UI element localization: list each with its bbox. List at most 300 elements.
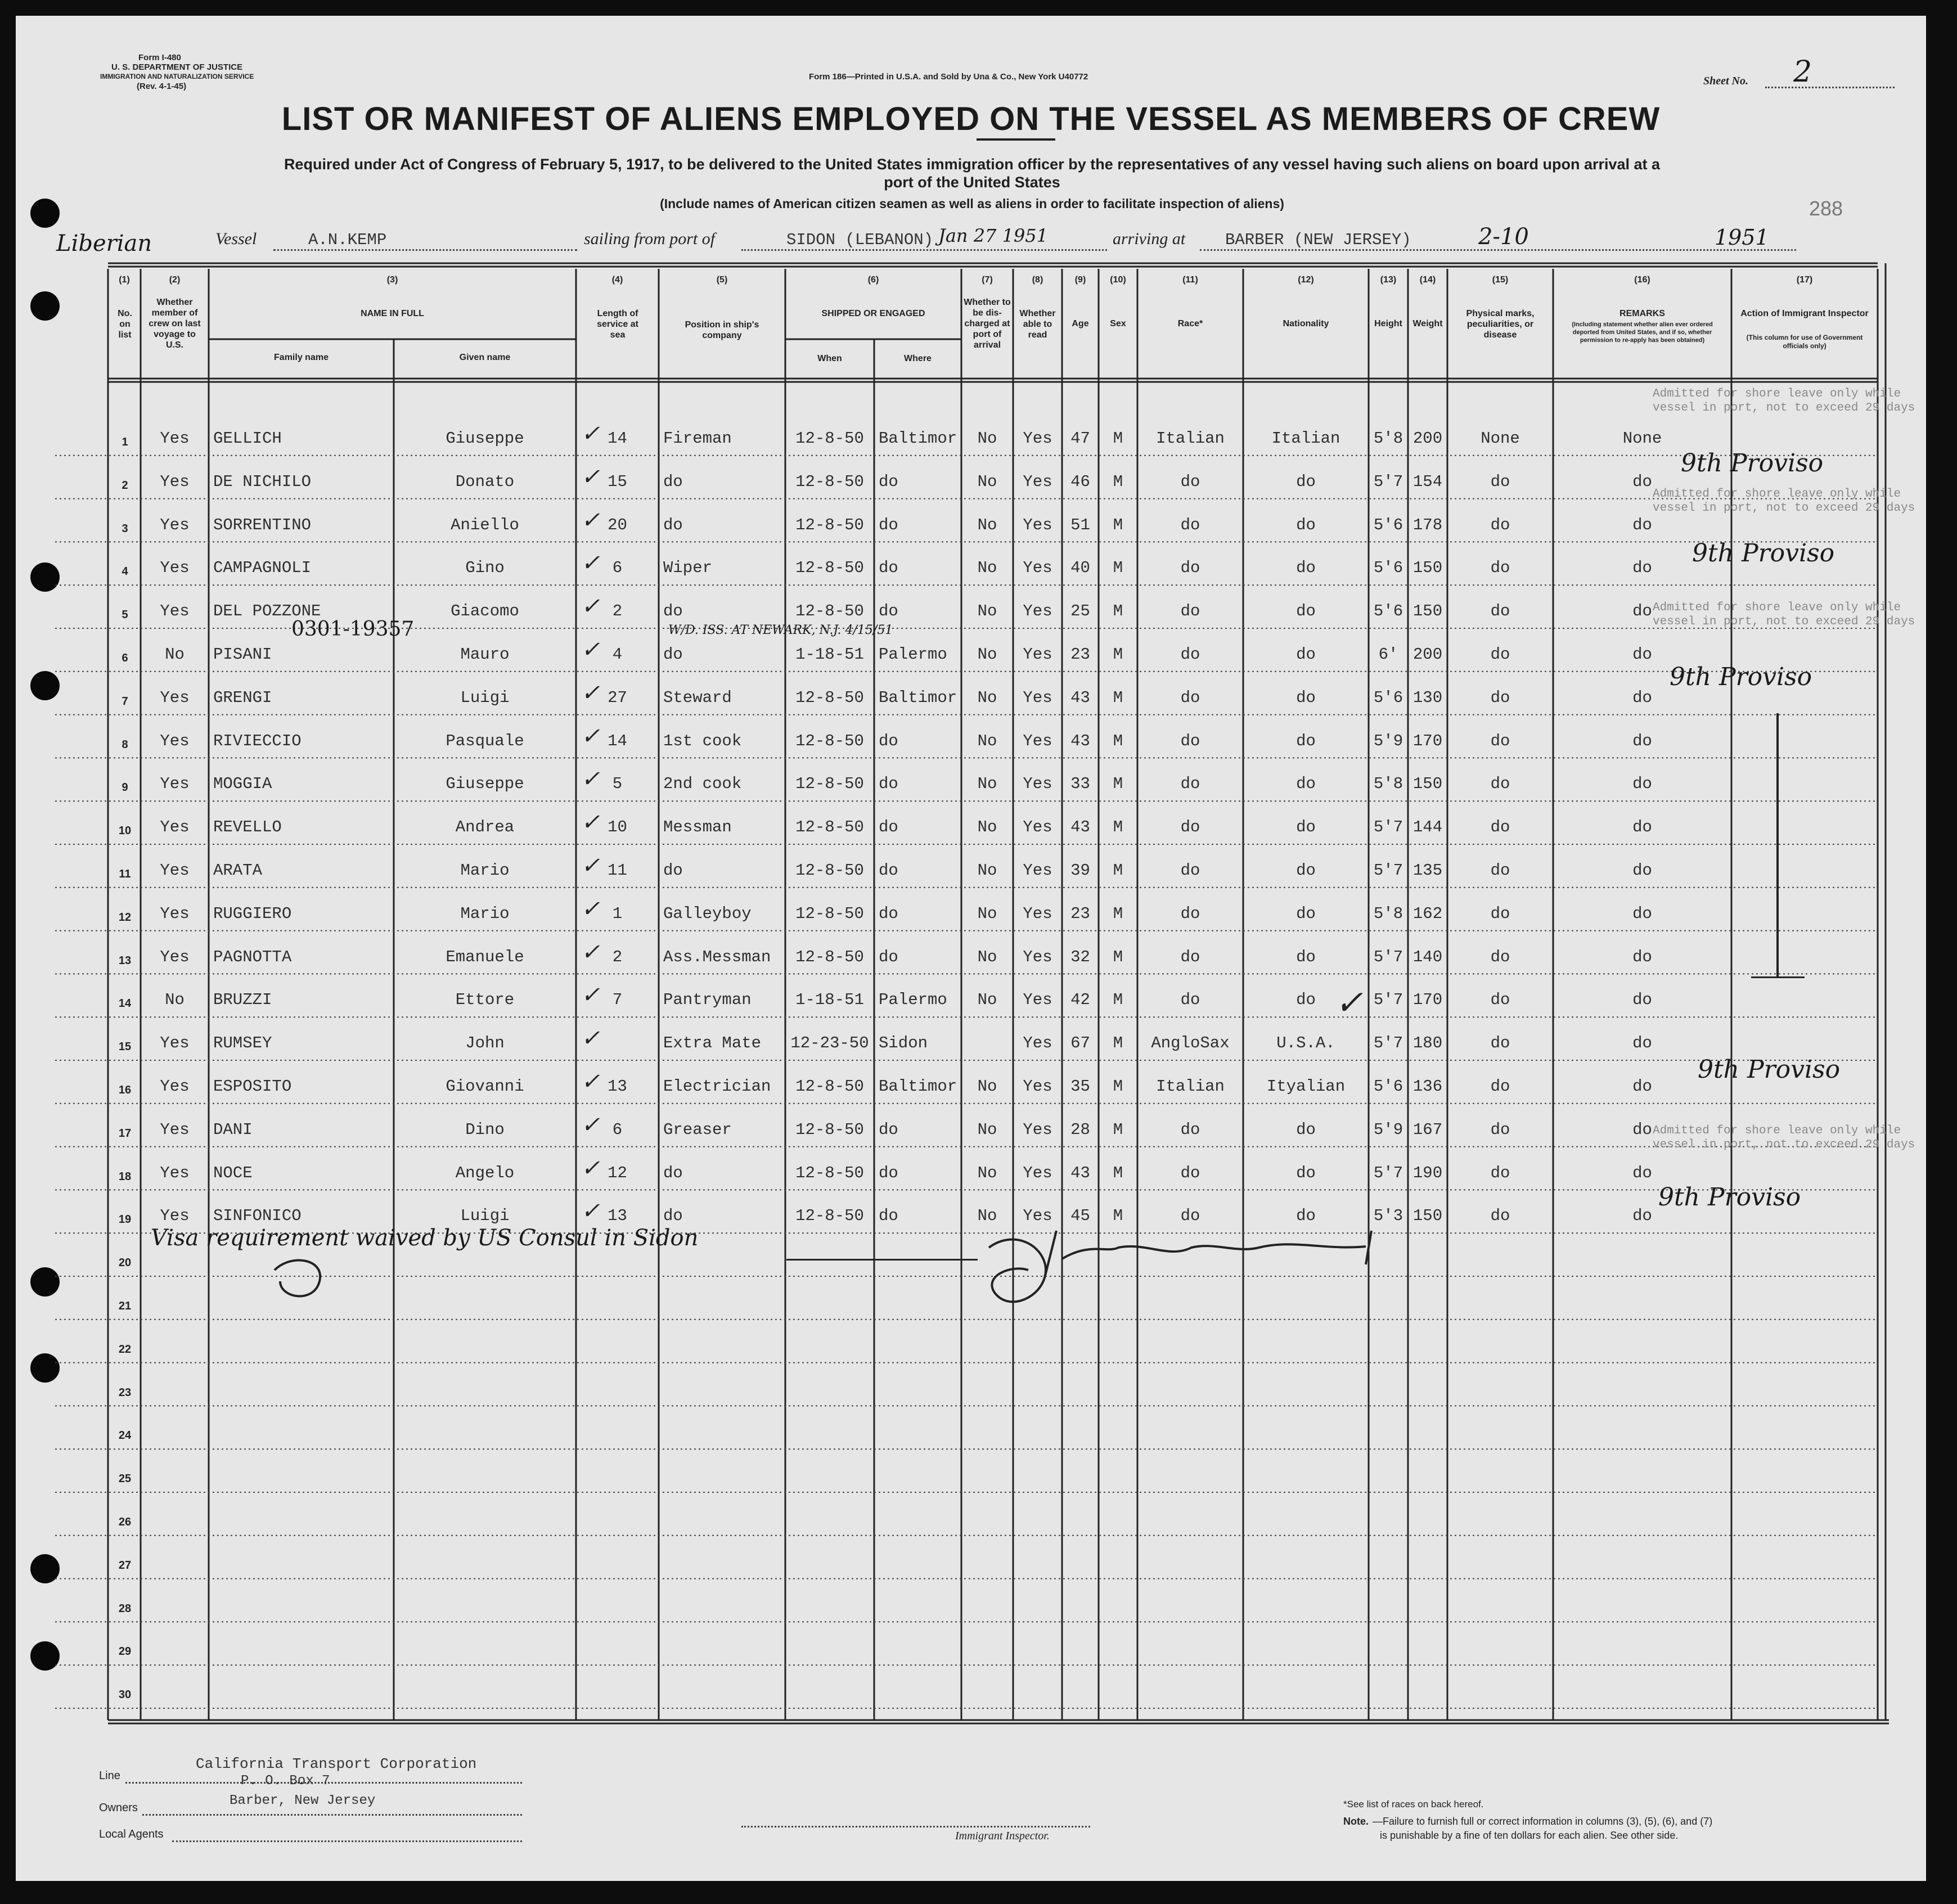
- proviso-note: 9th Proviso: [1670, 663, 1812, 691]
- cell-marks: do: [1490, 1163, 1510, 1182]
- cell-service: 12: [608, 1163, 627, 1182]
- cell-crew: Yes: [160, 559, 190, 578]
- cell-height: 5'7: [1373, 472, 1403, 491]
- cell-age: 32: [1070, 947, 1090, 966]
- cell-age: 35: [1070, 1077, 1090, 1096]
- cell-age: 47: [1070, 429, 1090, 448]
- cell-disch: No: [977, 515, 997, 534]
- cell-height: 5'7: [1373, 861, 1403, 880]
- cell-disch: No: [977, 1120, 997, 1139]
- cell-sex: M: [1113, 991, 1123, 1010]
- cell-height: 5'8: [1373, 904, 1403, 923]
- arriving-label: arriving at: [1113, 229, 1186, 248]
- cell-given: Angelo: [455, 1163, 515, 1182]
- arrival-date: 2-10: [1478, 224, 1529, 250]
- cell-family: BRUZZI: [213, 991, 272, 1010]
- cell-service: 27: [608, 688, 627, 707]
- department: U. S. DEPARTMENT OF JUSTICE: [111, 62, 243, 72]
- cell-disch: No: [977, 1077, 997, 1096]
- cell-race: do: [1180, 818, 1200, 837]
- cell-where: Baltimor: [879, 688, 957, 707]
- cell-remarks: do: [1632, 775, 1652, 794]
- row-number: 26: [118, 1516, 132, 1528]
- cell-weight: 140: [1412, 947, 1443, 966]
- cell-age: 40: [1070, 559, 1090, 578]
- cell-disch: No: [977, 904, 997, 923]
- cell-where: do: [879, 861, 898, 880]
- cell-remarks: do: [1632, 602, 1652, 621]
- subtitle-1: Required under Act of Congress of February 5, 1917, to be delivered to the United States immigration officer by the representatives of any vessel having such aliens on board upon arrival at a: [284, 156, 1661, 173]
- cell-sex: M: [1113, 904, 1123, 923]
- arrival-year: 1951: [1715, 225, 1769, 250]
- row-number: 19: [118, 1213, 132, 1226]
- col11-num: (11): [1182, 275, 1198, 285]
- check-mark: ✓: [581, 550, 600, 577]
- subtitle-2: port of the United States: [884, 174, 1060, 191]
- cell-weight: 154: [1412, 472, 1443, 491]
- cell-crew: Yes: [160, 775, 190, 794]
- cell-race: AngloSax: [1151, 1034, 1230, 1053]
- cell-age: 51: [1070, 515, 1090, 534]
- nationality-check: ✓: [1335, 983, 1364, 1023]
- col13-label: Height: [1374, 319, 1402, 328]
- cell-sex: M: [1113, 947, 1123, 966]
- pisani-file-number: 0301-19357: [291, 618, 415, 641]
- row-number: 25: [118, 1473, 132, 1486]
- cell-service: 14: [608, 429, 627, 448]
- cell-remarks: do: [1632, 1163, 1652, 1182]
- cell-when: 12-8-50: [795, 515, 864, 534]
- cell-crew: Yes: [160, 1207, 190, 1226]
- cell-read: Yes: [1023, 861, 1052, 880]
- col16-label: REMARKS: [1619, 309, 1665, 318]
- row-number: 30: [118, 1689, 132, 1702]
- cell-weight: 150: [1412, 775, 1443, 794]
- cell-remarks: do: [1632, 947, 1652, 966]
- cell-read: Yes: [1023, 472, 1052, 491]
- page-title: LIST OR MANIFEST OF ALIENS EMPLOYED ON THE VESSEL AS MEMBERS OF CREW: [281, 101, 1661, 137]
- cell-age: 25: [1070, 602, 1090, 621]
- cell-given: Giuseppe: [446, 775, 524, 794]
- row-number: 13: [118, 954, 132, 967]
- cell-age: 43: [1070, 1163, 1090, 1182]
- note-text: —Failure to furnish full or correct information in columns (3), (5), (6), and (7): [1373, 1816, 1713, 1827]
- admitted-stamp: Admitted for shore leave only while vessel in port, not to exceed 29 days: [1653, 388, 1915, 415]
- check-mark: ✓: [581, 463, 600, 490]
- sheet-number: 2: [1793, 55, 1812, 89]
- col3-label: NAME IN FULL: [361, 309, 424, 318]
- shipped-where-header: Where: [904, 354, 932, 363]
- cell-when: 12-23-50: [790, 1034, 869, 1053]
- cell-crew: Yes: [160, 904, 190, 923]
- from-port: SIDON (LEBANON): [786, 231, 934, 249]
- line-company: California Transport Corporation: [196, 1756, 477, 1772]
- cell-service: 13: [608, 1207, 627, 1226]
- cell-read: Yes: [1023, 1207, 1052, 1226]
- cell-weight: 200: [1412, 645, 1443, 664]
- cell-remarks: do: [1632, 559, 1652, 578]
- cell-weight: 180: [1412, 1034, 1443, 1053]
- cell-read: Yes: [1023, 1163, 1052, 1182]
- signature-underline: [786, 1259, 978, 1261]
- cell-family: RUMSEY: [213, 1034, 272, 1053]
- cell-height: 5'6: [1373, 688, 1403, 707]
- cell-read: Yes: [1023, 429, 1052, 448]
- admitted-stamp: Admitted for shore leave only while vessel in port, not to exceed 29 days: [1653, 1124, 1915, 1151]
- cell-remarks: do: [1632, 645, 1652, 664]
- cell-race: do: [1180, 645, 1200, 664]
- cell-given: Emanuele: [446, 947, 524, 966]
- cell-when: 12-8-50: [795, 861, 864, 880]
- admitted-stamp: Admitted for shore leave only while vessel in port, not to exceed 29 days: [1653, 488, 1915, 515]
- family-name-header: Family name: [274, 353, 329, 362]
- cell-age: 23: [1070, 904, 1090, 923]
- cell-where: do: [879, 559, 898, 578]
- row-number: 14: [118, 997, 132, 1010]
- col13-num: (13): [1380, 275, 1397, 285]
- cell-position: do: [663, 472, 683, 491]
- subtitle-3: (Include names of American citizen seamen as well as aliens in order to facilitate inspection of aliens): [660, 196, 1284, 211]
- cell-read: Yes: [1023, 991, 1052, 1010]
- cell-marks: do: [1490, 559, 1510, 578]
- cell-where: do: [879, 472, 898, 491]
- row-number: 2: [122, 479, 128, 492]
- cell-race: do: [1180, 904, 1200, 923]
- cell-remarks: do: [1632, 1207, 1652, 1226]
- cell-height: 5'9: [1373, 1120, 1403, 1139]
- cell-given: Andrea: [455, 818, 515, 837]
- cell-family: DE NICHILO: [213, 472, 312, 491]
- cell-disch: No: [977, 559, 997, 578]
- cell-height: 5'3: [1373, 1207, 1403, 1226]
- col10-label: Sex: [1110, 319, 1126, 328]
- cell-where: do: [879, 818, 898, 837]
- cell-race: do: [1180, 1207, 1200, 1226]
- cell-crew: Yes: [160, 1034, 190, 1053]
- cell-nat: do: [1296, 515, 1316, 534]
- cell-race: Italian: [1156, 1077, 1225, 1096]
- col4-num: (4): [611, 275, 623, 285]
- cell-position: do: [663, 1163, 683, 1182]
- cell-nat: do: [1296, 1120, 1316, 1139]
- row-number: 22: [118, 1343, 132, 1356]
- cell-position: Greaser: [663, 1120, 732, 1139]
- cell-age: 23: [1070, 645, 1090, 664]
- cell-race: do: [1180, 602, 1200, 621]
- cell-remarks: do: [1632, 991, 1652, 1010]
- cell-where: do: [879, 602, 898, 621]
- cell-where: Baltimor: [879, 429, 957, 448]
- cell-service: 2: [612, 602, 623, 621]
- col9-label: Age: [1072, 319, 1089, 328]
- cell-sex: M: [1113, 775, 1123, 794]
- check-mark: ✓: [581, 723, 600, 749]
- row-number: 11: [119, 868, 131, 880]
- cell-marks: do: [1490, 1207, 1510, 1226]
- cell-weight: 136: [1412, 1077, 1443, 1096]
- cell-weight: 130: [1412, 688, 1443, 707]
- cell-sex: M: [1113, 1077, 1123, 1096]
- cell-sex: M: [1113, 1207, 1123, 1226]
- cell-crew: Yes: [160, 1077, 190, 1096]
- col1-label: No. on list: [118, 309, 132, 340]
- col15-label: Physical marks, peculiarities, or disease: [1466, 309, 1535, 340]
- cell-nat: Italian: [1271, 429, 1340, 448]
- cell-given: Mario: [460, 904, 510, 923]
- cell-when: 12-8-50: [795, 1207, 864, 1226]
- check-mark: ✓: [581, 982, 600, 1009]
- cell-when: 12-8-50: [795, 775, 864, 794]
- cell-given: Aniello: [451, 515, 519, 534]
- cell-race: do: [1180, 775, 1200, 794]
- cell-position: do: [663, 645, 683, 664]
- check-mark: ✓: [581, 421, 600, 447]
- col12-num: (12): [1298, 275, 1314, 285]
- cell-where: Palermo: [879, 645, 947, 664]
- owners-label: Owners: [99, 1802, 138, 1814]
- cell-remarks: do: [1632, 472, 1652, 491]
- row-number: 20: [118, 1257, 132, 1270]
- col2-num: (2): [169, 275, 181, 285]
- cell-service: 10: [608, 818, 627, 837]
- cell-nat: do: [1296, 688, 1316, 707]
- cell-family: REVELLO: [213, 818, 282, 837]
- cell-nat: do: [1296, 1207, 1316, 1226]
- cell-sex: M: [1113, 818, 1123, 837]
- cell-disch: No: [977, 818, 997, 837]
- cell-age: 28: [1070, 1120, 1090, 1139]
- cell-when: 12-8-50: [795, 904, 864, 923]
- cell-when: 1-18-51: [795, 991, 864, 1010]
- cell-where: do: [879, 904, 898, 923]
- cell-crew: Yes: [160, 602, 190, 621]
- row-number: 27: [118, 1559, 132, 1572]
- cell-remarks: do: [1632, 818, 1652, 837]
- row-number: 16: [118, 1084, 132, 1096]
- row-number: 24: [118, 1429, 132, 1442]
- cell-race: do: [1180, 861, 1200, 880]
- cell-service: 2: [612, 947, 623, 966]
- inspector-rule: [741, 1826, 1090, 1828]
- cell-position: do: [663, 861, 683, 880]
- cell-remarks: do: [1632, 1120, 1652, 1139]
- cell-given: John: [465, 1034, 505, 1053]
- cell-family: NOCE: [213, 1163, 253, 1182]
- cell-marks: do: [1490, 645, 1510, 664]
- row-number: 15: [118, 1041, 132, 1054]
- proviso-note: 9th Proviso: [1692, 539, 1835, 568]
- cell-where: do: [879, 947, 898, 966]
- cell-disch: No: [977, 688, 997, 707]
- cell-read: Yes: [1023, 688, 1052, 707]
- cell-marks: do: [1490, 991, 1510, 1010]
- cell-family: CAMPAGNOLI: [213, 559, 312, 578]
- cell-weight: 178: [1412, 515, 1443, 534]
- cell-height: 5'8: [1373, 775, 1403, 794]
- cell-service: 4: [612, 645, 623, 664]
- cell-marks: do: [1490, 861, 1510, 880]
- cell-age: 45: [1070, 1207, 1090, 1226]
- agents-rule: [172, 1840, 522, 1842]
- cell-disch: No: [977, 1207, 997, 1226]
- col6-num: (6): [867, 275, 879, 285]
- cell-position: 1st cook: [663, 731, 742, 750]
- cell-given: Mario: [460, 861, 510, 880]
- cell-height: 5'7: [1373, 818, 1403, 837]
- cell-race: do: [1180, 559, 1200, 578]
- cell-crew: Yes: [160, 947, 190, 966]
- cell-race: do: [1180, 472, 1200, 491]
- bracket-foot: [1751, 976, 1805, 978]
- cell-read: Yes: [1023, 645, 1052, 664]
- cell-sex: M: [1113, 1120, 1123, 1139]
- cell-marks: do: [1490, 602, 1510, 621]
- cell-position: do: [663, 602, 683, 621]
- cell-marks: do: [1490, 1034, 1510, 1053]
- cell-crew: Yes: [160, 472, 190, 491]
- cell-nat: do: [1296, 861, 1316, 880]
- col10-num: (10): [1110, 275, 1126, 285]
- cell-height: 5'7: [1373, 1034, 1403, 1053]
- cell-marks: do: [1490, 688, 1510, 707]
- cell-family: GRENGI: [213, 688, 272, 707]
- cell-nat: do: [1296, 559, 1316, 578]
- row-number: 3: [122, 522, 128, 535]
- cell-age: 43: [1070, 818, 1090, 837]
- cell-weight: 167: [1412, 1120, 1443, 1139]
- col3-num: (3): [386, 275, 398, 285]
- service: IMMIGRATION AND NATURALIZATION SERVICE: [100, 73, 254, 80]
- cell-disch: No: [977, 775, 997, 794]
- check-mark: ✓: [581, 1069, 600, 1095]
- col14-label: Weight: [1412, 319, 1443, 328]
- cell-sex: M: [1113, 645, 1123, 664]
- owners-rule: [142, 1814, 522, 1816]
- row-number: 23: [118, 1386, 132, 1399]
- col16-sub: (Including statement whether alien ever ordered deported from United States, and if so, whether permission to re-apply has been obtained): [1572, 321, 1713, 344]
- cell-position: do: [663, 1207, 683, 1226]
- cell-when: 12-8-50: [795, 947, 864, 966]
- cell-family: RUGGIERO: [213, 904, 292, 923]
- col2-label: Whether member of crew on last voyage to U.S.: [149, 298, 201, 350]
- inspector-signature: [978, 1208, 1416, 1321]
- cell-family: PAGNOTTA: [213, 947, 292, 966]
- check-mark: ✓: [581, 809, 600, 836]
- cell-age: 67: [1070, 1034, 1090, 1053]
- col7-num: (7): [982, 275, 993, 285]
- cell-disch: No: [977, 991, 997, 1010]
- cell-height: 5'6: [1373, 602, 1403, 621]
- cell-read: Yes: [1023, 775, 1052, 794]
- cell-crew: No: [165, 991, 185, 1010]
- from-date: Jan 27 1951: [938, 225, 1049, 246]
- row-number: 10: [118, 825, 132, 838]
- shipped-when-header: When: [817, 354, 842, 363]
- cell-age: 33: [1070, 775, 1090, 794]
- proviso-note: 9th Proviso: [1698, 1055, 1841, 1084]
- col7-label: Whether to be dis-charged at port of arrival: [964, 298, 1011, 350]
- row-number: 17: [118, 1127, 132, 1140]
- cell-remarks: do: [1632, 904, 1652, 923]
- cell-service: 1: [612, 904, 623, 923]
- cell-sex: M: [1113, 515, 1123, 534]
- check-mark: ✓: [581, 1025, 600, 1052]
- cell-position: Ass.Messman: [663, 947, 771, 966]
- col17-num: (17): [1796, 275, 1813, 285]
- cell-where: Sidon: [879, 1034, 928, 1053]
- cell-disch: No: [977, 429, 997, 448]
- visa-waived-note: Visa requirement waived by US Consul in Sidon: [151, 1225, 699, 1251]
- col5-num: (5): [716, 275, 728, 285]
- cell-when: 12-8-50: [795, 688, 864, 707]
- cell-race: do: [1180, 515, 1200, 534]
- row-number: 4: [122, 565, 128, 578]
- col17-label: Action of Immigrant Inspector: [1740, 309, 1869, 318]
- cell-service: 14: [608, 731, 627, 750]
- cell-position: Steward: [663, 688, 732, 707]
- cell-marks: do: [1490, 515, 1510, 534]
- check-mark: ✓: [581, 679, 600, 706]
- col6-label: SHIPPED OR ENGAGED: [821, 309, 925, 318]
- cell-family: ESPOSITO: [213, 1077, 292, 1096]
- cell-nat: U.S.A.: [1276, 1034, 1335, 1053]
- cell-when: 1-18-51: [795, 645, 864, 664]
- cell-marks: do: [1490, 947, 1510, 966]
- cell-read: Yes: [1023, 947, 1052, 966]
- cell-age: 39: [1070, 861, 1090, 880]
- cell-weight: 150: [1412, 602, 1443, 621]
- cell-nat: do: [1296, 1163, 1316, 1182]
- row-number: 5: [122, 609, 128, 622]
- vessel-label: Vessel: [215, 229, 257, 248]
- cell-given: Luigi: [460, 688, 510, 707]
- check-mark: ✓: [581, 1155, 600, 1181]
- cell-age: 43: [1070, 731, 1090, 750]
- cell-given: Luigi: [460, 1207, 510, 1226]
- col5-label: Position in ship's company: [685, 320, 759, 340]
- cell-disch: No: [977, 602, 997, 621]
- cell-crew: Yes: [160, 515, 190, 534]
- cell-position: Extra Mate: [663, 1034, 762, 1053]
- cell-read: Yes: [1023, 1077, 1052, 1096]
- address-1: P. O. Box 7: [241, 1774, 330, 1789]
- check-mark: ✓: [581, 853, 600, 879]
- cell-family: GELLICH: [213, 429, 282, 448]
- cell-family: DANI: [213, 1120, 253, 1139]
- cell-service: 13: [608, 1077, 627, 1096]
- cell-disch: No: [977, 947, 997, 966]
- cell-sex: M: [1113, 1034, 1123, 1053]
- row-number: 21: [118, 1300, 132, 1312]
- row-number: 8: [122, 738, 128, 751]
- cell-marks: do: [1490, 1077, 1510, 1096]
- cell-age: 42: [1070, 991, 1090, 1010]
- cell-read: Yes: [1023, 731, 1052, 750]
- cell-service: 11: [608, 861, 627, 880]
- cell-sex: M: [1113, 731, 1123, 750]
- cell-remarks: do: [1632, 1077, 1652, 1096]
- cell-marks: do: [1490, 904, 1510, 923]
- cell-remarks: None: [1622, 429, 1662, 448]
- cell-when: 12-8-50: [795, 1077, 864, 1096]
- cell-height: 5'6: [1373, 515, 1403, 534]
- cell-nat: do: [1296, 602, 1316, 621]
- cell-weight: 135: [1412, 861, 1443, 880]
- cell-read: Yes: [1023, 1120, 1052, 1139]
- cell-remarks: do: [1632, 1034, 1652, 1053]
- address-2: Barber, New Jersey: [230, 1793, 376, 1808]
- col12-label: Nationality: [1283, 319, 1329, 328]
